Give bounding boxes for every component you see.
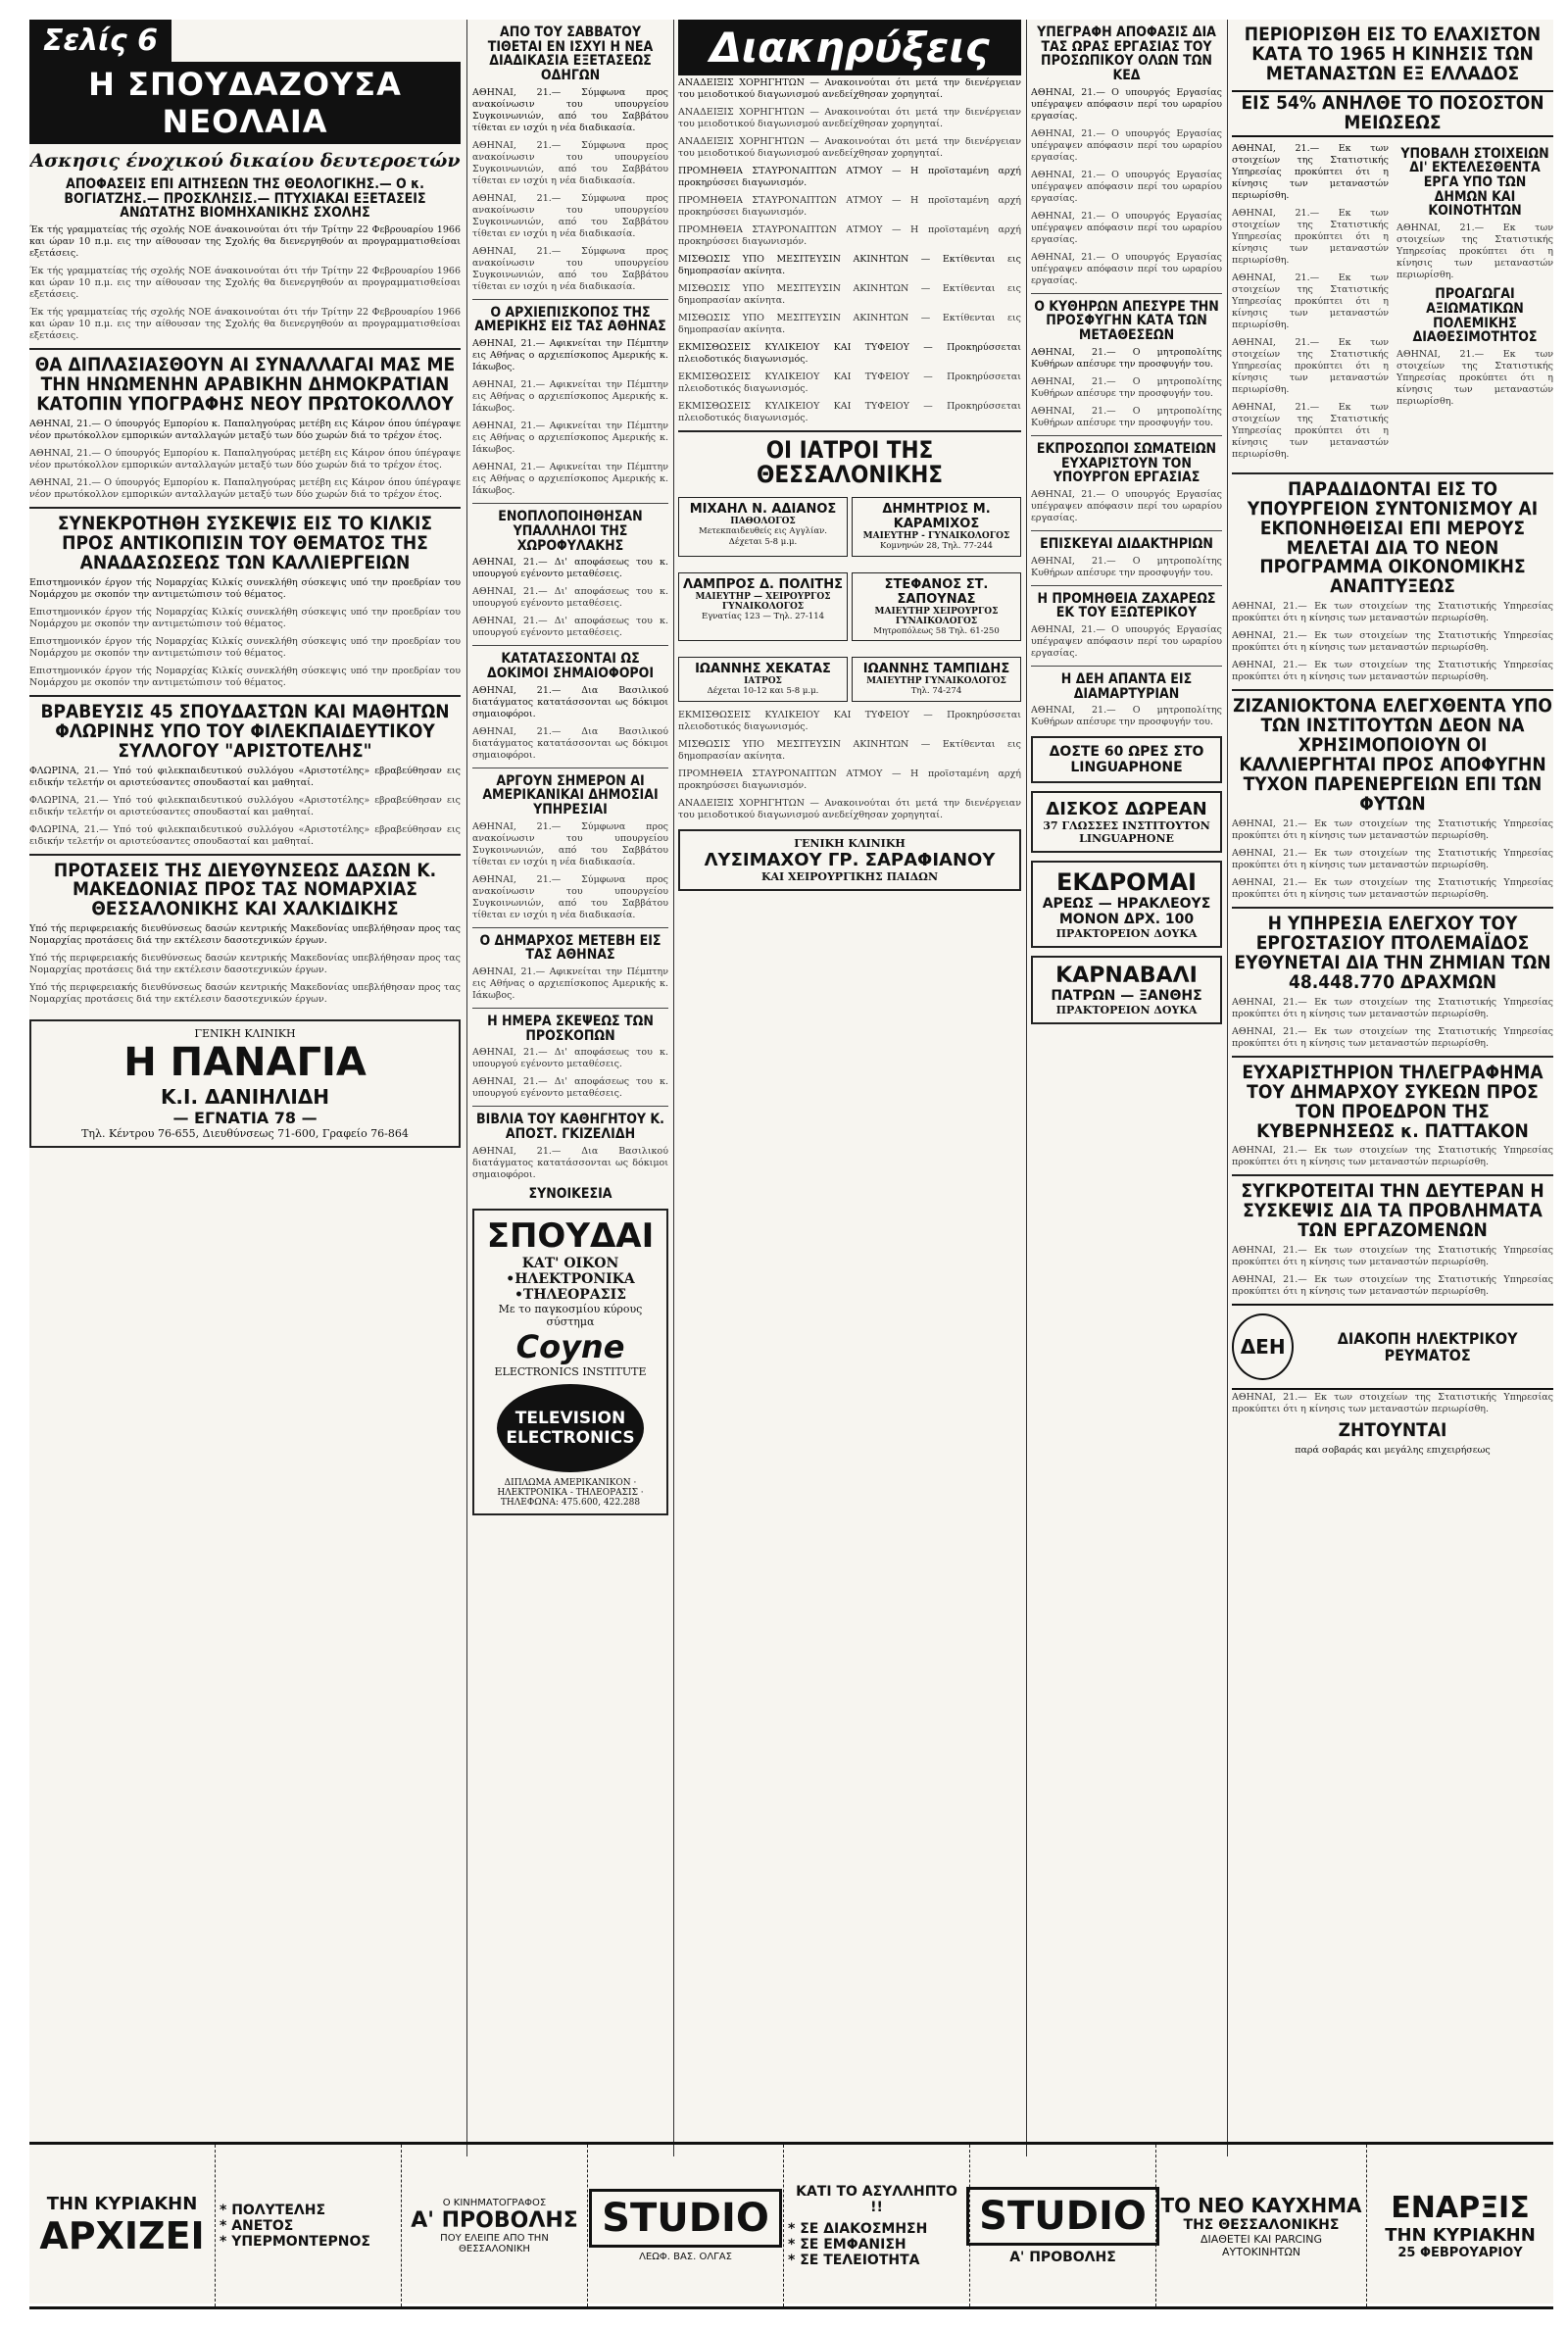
divider (472, 927, 668, 928)
power-cut-heading: ΔΙΑΚΟΠΗ ΗΛΕΚΤΡΙΚΟΥ ΡΕΥΜΑΤΟΣ (1337, 1329, 1518, 1365)
article-text: ΕΚΜΙΣΘΩΣΕΙΣ ΚΥΛΙΚΕΙΟΥ ΚΑΙ ΤΥΦΕΙΟΥ — Προκηρύσσεται πλειοδοτικός διαγωνισμός. (678, 342, 1021, 365)
youth-subtitle: Ασκησις ένοχικού δικαίου δευτεροετών (29, 150, 461, 172)
column-3 (678, 20, 1021, 899)
clinic-ad-name: Η ΠΑΝΑΓΙΑ (123, 1040, 367, 1086)
article-text: ΑΘΗΝΑΙ, 21.— Ο ύπουργός Εμπορίου κ. Παπαληγούρας μετέβη εις Κάιρον όπου ύπέγραψε νέον πρωτόκολλον εμπορικών ανταλλαγών μεταξύ των δύο χωρών διά το τρέχον έτος. (29, 418, 461, 441)
headline: ΖΙΖΑΝΙΟΚΤΟΝΑ ΕΛΕΓΧΘΕΝΤΑ ΥΠΟ ΤΩΝ ΙΝΣΤΙΤΟΥΤΩΝ ΔΕΟΝ ΝΑ ΧΡΗΣΙΜΟΠΟΙΟΥΝ ΟΙ ΚΑΛΛΙΕΡΓΗΤΑΙ ΠΡΟΣ ΑΠΟΦΥΓΗΝ ΤΥΧΟΝ ΠΑΡΕΝΕΡΓΕΙΩΝ ΕΠΙ ΤΩΝ ΦΥΤΩΝ (1233, 695, 1552, 815)
article-text: ΑΘΗΝΑΙ, 21.— Ο υπουργός Εργασίας υπέγραψεν απόφασιν περί του ωραρίου εργασίας. (1031, 169, 1222, 204)
studio-logo: STUDIO (589, 2189, 782, 2248)
clinic-ad-name: ΛΥΣΙΜΑΧΟΥ ΓΡ. ΣΑΡΑΦΙΑΝΟΥ (704, 849, 996, 870)
article-text: ΑΘΗΝΑΙ, 21.— Δι' αποφάσεως του κ. υπουργού εγένοντο μεταθέσεις. (472, 616, 668, 639)
doctor-name: ΙΩΑΝΝΗΣ ΤΑΜΠΙΔΗΣ (862, 662, 1010, 677)
column-rule (1227, 20, 1228, 2156)
article-text: ΠΡΟΜΗΘΕΙΑ ΣΤΑΥΡΟΝΑΠΤΩΝ ΑΤΜΟΥ — Η προϊσταμένη αρχή προκηρύσσει διαγωνισμόν. (678, 768, 1021, 791)
article-text: ΦΛΩΡΙΝΑ, 21.— Υπό τού φιλεκπαιδευτικού συλλόγου «Αριστοτέλης» εβραβεύθησαν εις ειδικήν τελετήν οι αριστεύσαντες σπουδασταί και μαθηταί. (29, 794, 461, 817)
divider (472, 1106, 668, 1107)
linguaphone-ad (1031, 736, 1222, 783)
article-text: Επιστημονικόν έργον τής Νομαρχίας Κιλκίς συνεκλήθη σύσκεψις υπό την προεδρίαν του Νομάρχου με σκοπόν την αντιμετώπισιν τού θέματος. (29, 635, 461, 659)
divider (1031, 435, 1222, 436)
article-text: ΦΛΩΡΙΝΑ, 21.— Υπό τού φιλεκπαιδευτικού συλλόγου «Αριστοτέλης» εβραβεύθησαν εις ειδικήν τελετήν οι αριστεύσαντες σπουδασταί και μαθηταί. (29, 765, 461, 788)
doctor-name: ΔΗΜΗΤΡΙΟΣ Μ. ΚΑΡΑΜΙΧΟΣ (882, 502, 991, 532)
text-column (1396, 141, 1553, 467)
headline: Ο ΔΗΜΑΡΧΟΣ ΜΕΤΕΒΗ ΕΙΣ ΤΑΣ ΑΘΗΝΑΣ (479, 932, 662, 964)
footer-ad-opening (29, 2145, 216, 2306)
divider (1031, 666, 1222, 667)
article-text: Επιστημονικόν έργον τής Νομαρχίας Κιλκίς συνεκλήθη σύσκεψις υπό την προεδρίαν του Νομάρχου με σκοπόν την αντιμετώπισιν τού θέματος. (29, 576, 461, 600)
headline: ΠΡΟΑΓΩΓΑΙ ΑΞΙΩΜΑΤΙΚΩΝ ΠΟΛΕΜΙΚΗΣ ΔΙΑΘΕΣΙΜΟΤΗΤΟΣ (1412, 286, 1538, 346)
article-text: ΑΘΗΝΑΙ, 21.— Σύμφωνα προς ανακοίνωσιν του υπουργείου Συγκοινωνιών, από του Σαββάτου τίθεται εν ισχύι η νέα διαδικασία. (472, 820, 668, 867)
divider (472, 645, 668, 646)
wanted-subtitle: παρά σοβαράς και μεγάλης επιχειρήσεως (1295, 1445, 1491, 1457)
doctor-specialty: ΜΑΙΕΥΤΗΡ — ΧΕΙΡΟΥΡΓΟΣ ΓΥΝΑΙΚΟΛΟΓΟΣ (695, 591, 831, 612)
headline: ΑΠΟ ΤΟΥ ΣΑΒΒΑΤΟΥ ΤΙΘΕΤΑΙ ΕΝ ΙΣΧΥΙ Η ΝΕΑ ΔΙΑΔΙΚΑΣΙΑ ΕΞΕΤΑΣΕΩΣ ΟΔΗΓΩΝ (487, 25, 654, 84)
article-text: ΑΘΗΝΑΙ, 21.— Εκ των στοιχείων της Στατιστικής Υπηρεσίας προκύπτει ότι η κίνησις των μεταναστών περιωρίσθη. (1396, 348, 1553, 407)
article-text: ΑΘΗΝΑΙ, 21.— Εκ των στοιχείων της Στατιστικής Υπηρεσίας προκύπτει ότι η κίνησις των μεταναστών περιωρίσθη. (1232, 142, 1389, 201)
divider (1031, 530, 1222, 531)
footer-bullet: * ΣΕ ΔΙΑΚΟΣΜΗΣΗ (788, 2220, 928, 2237)
footer-bullet: * ΣΕ ΕΜΦΑΝΙΣΗ (788, 2236, 906, 2253)
footer-ad-opening-date (1367, 2145, 1553, 2306)
column-rule (466, 20, 467, 2156)
footer-text: 25 ΦΕΒΡΟΥΑΡΙΟΥ (1397, 2246, 1523, 2260)
article-text: Έκ τής γραμματείας τής σχολής ΝΟΕ άνακοινούται ότι τήν Τρίτην 22 Φεβρουαρίου 1966 και ώραν 10 π.μ. εις την αίθουσαν της Σχολής θα διενεργηθούν αι προγραμματισθείσαι εξετάσεις. (29, 307, 461, 342)
article-text: ΑΘΗΝΑΙ, 21.— Ο υπουργός Εργασίας υπέγραψεν απόφασιν περί του ωραρίου εργασίας. (1031, 251, 1222, 286)
clinic-ad-title: ΓΕΝΙΚΗ ΚΛΙΝΙΚΗ (194, 1027, 296, 1041)
article-text: ΑΘΗΝΑΙ, 21.— Ο υπουργός Εργασίας υπέγραψεν απόφασιν περί του ωραρίου εργασίας. (1031, 127, 1222, 163)
tv-electronics-badge (497, 1384, 644, 1472)
article-text: ΑΘΗΝΑΙ, 21.— Ο ύπουργός Εμπορίου κ. Παπαληγούρας μετέβη εις Κάιρον όπου ύπέγραψε νέον πρωτόκολλον εμπορικών ανταλλαγών μεταξύ των δύο χωρών διά το τρέχον έτος. (29, 447, 461, 471)
article-text: Έκ τής γραμματείας τής σχολής ΝΟΕ άνακοινούται ότι τήν Τρίτην 22 Φεβρουαρίου 1966 και ώραν 10 π.μ. εις την αίθουσαν της Σχολής θα διενεργηθούν αι προγραμματισθείσαι εξετάσεις. (29, 266, 461, 301)
footer-ad-features-2 (784, 2145, 970, 2306)
headline: ΠΕΡΙΟΡΙΣΘΗ ΕΙΣ ΤΟ ΕΛΑΧΙΣΤΟΝ ΚΑΤΑ ΤΟ 1965 Η ΚΙΝΗΣΙΣ ΤΩΝ ΜΕΤΑΝΑΣΤΩΝ ΕΞ ΕΛΛΑΔΟΣ (1244, 24, 1542, 84)
ad-line: •ΤΗΛΕΟΡΑΣΙΣ (514, 1287, 627, 1304)
divider (472, 299, 668, 300)
headline: ΣΥΝΕΚΡΟΤΗΘΗ ΣΥΣΚΕΨΙΣ ΕΙΣ ΤΟ ΚΙΛΚΙΣ ΠΡΟΣ ΑΝΤΙΚΟΠΙΣΙΝ ΤΟΥ ΘΕΜΑΤΟΣ ΤΗΣ ΑΝΑΔΑΣΩΣΕΩΣ ΤΩΝ ΚΑΛΛΙΕΡΓΕΙΩΝ (57, 512, 433, 573)
two-column-body (1232, 141, 1553, 467)
article-text: ΑΘΗΝΑΙ, 21.— Δι' αποφάσεως του κ. υπουργού εγένοντο μεταθέσεις. (472, 586, 668, 610)
article-text: Υπό τής περιφερειακής διευθύνσεως δασών κεντρικής Μακεδονίας υπεβλήθησαν προς τας Νομαρχίας προτάσεις διά την εκτέλεσιν δασοτεχνικών έργων. (29, 923, 461, 947)
headline: ΥΠΟΒΑΛΗ ΣΤΟΙΧΕΙΩΝ ΔΙ' ΕΚΤΕΛΕΣΘΕΝΤΑ ΕΡΓΑ ΥΠΟ ΤΩΝ ΔΗΜΩΝ ΚΑΙ ΚΟΙΝΟΤΗΤΩΝ (1400, 145, 1549, 220)
headline: ΑΠΟΦΑΣΕΙΣ ΕΠΙ ΑΙΤΗΣΕΩΝ ΤΗΣ ΘΕΟΛΟΓΙΚΗΣ.— Ο κ. ΒΟΓΙΑΤΖΗΣ.— ΠΡΟΣΚΛΗΣΙΣ.— ΠΤΥΧΙΑΚΑΙ ΕΞΕΤΑΣΕΙΣ ΑΝΩΤΑΤΗΣ ΒΙΟΜΗΧΑΝΙΚΗΣ ΣΧΟΛΗΣ (64, 176, 426, 222)
ad-title: ΔΟΣΤΕ 60 ΩΡΕΣ ΣΤΟ LINGUAPHONE (1049, 744, 1204, 776)
headline: Η ΠΡΟΜΗΘΕΙΑ ΖΑΧΑΡΕΩΣ ΕΚ ΤΟΥ ΕΞΩΤΕΡΙΚΟΥ (1037, 590, 1216, 621)
article-text: ΑΘΗΝΑΙ, 21.— Εκ των στοιχείων της Στατιστικής Υπηρεσίας προκύπτει ότι η κίνησις των μεταναστών περιωρίσθη. (1232, 401, 1389, 460)
article-text: ΑΝΑΔΕΙΞΙΣ ΧΟΡΗΓΗΤΩΝ — Ανακοινούται ότι μετά την διενέργειαν του μειοδοτικού διαγωνισμού ανεδείχθησαν χορηγηταί. (678, 107, 1021, 129)
article-text: ΕΚΜΙΣΘΩΣΕΙΣ ΚΥΛΙΚΕΙΟΥ ΚΑΙ ΤΥΦΕΙΟΥ — Προκηρύσσεται πλειοδοτικός διαγωνισμός. (678, 709, 1021, 732)
ad-title: ΣΠΟΥΔΑΙ (486, 1216, 655, 1257)
article-text: ΑΘΗΝΑΙ, 21.— Αφικνείται την Πέμπτην εις Αθήνας ο αρχιεπίσκοπος Αμερικής κ. Ιάκωβος. (472, 966, 668, 1001)
divider (1031, 293, 1222, 294)
footer-text: ΤΗΝ ΚΥΡΙΑΚΗΝ (1385, 2225, 1536, 2246)
clinic-ad (29, 1019, 461, 1148)
footer-text: Α' ΠΡΟΒΟΛΗΣ (1009, 2249, 1116, 2265)
ad-price: ΜΟΝΟΝ ΔΡΧ. 100 (1058, 912, 1195, 928)
article-text: ΑΘΗΝΑΙ, 21.— Σύμφωνα προς ανακοίνωσιν του υπουργείου Συγκοινωνιών, από του Σαββάτου τίθεται εν ισχύι η νέα διαδικασία. (472, 86, 668, 133)
article-text: ΜΙΣΘΩΣΙΣ ΥΠΟ ΜΕΣΙΤΕΥΣΙΝ ΑΚΙΝΗΤΩΝ — Εκτίθενται εις δημοπρασίαν ακίνητα. (678, 313, 1021, 335)
article-text: Υπό τής περιφερειακής διευθύνσεως δασών κεντρικής Μακεδονίας υπεβλήθησαν προς τας Νομαρχίας προτάσεις διά την εκτέλεσιν δασοτεχνικών έργων. (29, 953, 461, 976)
article-text: ΑΘΗΝΑΙ, 21.— Αφικνείται την Πέμπτην εις Αθήνας ο αρχιεπίσκοπος Αμερικής κ. Ιάκωβος. (472, 462, 668, 497)
excursion-ad (1031, 861, 1222, 948)
footer-big-text: Α' ΠΡΟΒΟΛΗΣ (411, 2207, 578, 2233)
headline: ΕΚΠΡΟΣΩΠΟΙ ΣΩΜΑΤΕΙΩΝ ΕΥΧΑΡΙΣΤΟΥΝ ΤΟΝ ΥΠΟΥΡΓΟΝ ΕΡΓΑΣΙΑΣ (1036, 440, 1217, 486)
doctor-name: ΜΙΧΑΗΛ Ν. ΑΔΙΑΝΟΣ (689, 502, 837, 518)
footer-big-text: ΕΝΑΡΞΙΣ (1391, 2191, 1530, 2225)
divider (1232, 689, 1553, 691)
text-column (1232, 141, 1389, 467)
doctor-listing (678, 657, 848, 702)
article-text: ΑΘΗΝΑΙ, 21.— Δια Βασιλικού διατάγματος κατατάσσονται ως δόκιμοι σημαιοφόροι. (472, 1145, 668, 1180)
article-text: ΑΘΗΝΑΙ, 21.— Εκ των στοιχείων της Στατιστικής Υπηρεσίας προκύπτει ότι η κίνησις των μεταναστών περιωρίσθη. (1232, 847, 1553, 870)
footer-ad-features (216, 2145, 402, 2306)
article-text: ΕΚΜΙΣΘΩΣΕΙΣ ΚΥΛΙΚΕΙΟΥ ΚΑΙ ΤΥΦΕΙΟΥ — Προκηρύσσεται πλειοδοτικός διαγωνισμός. (678, 401, 1021, 423)
newspaper-page (29, 20, 1553, 2303)
footer-bullet: * ΑΝΕΤΟΣ (220, 2217, 294, 2234)
doctor-name: ΛΑΜΠΡΟΣ Δ. ΠΟΛΙΤΗΣ (683, 576, 843, 592)
article-text: ΑΘΗΝΑΙ, 21.— Εκ των στοιχείων της Στατιστικής Υπηρεσίας προκύπτει ότι η κίνησις των μεταναστών περιωρίσθη. (1232, 630, 1553, 654)
ad-bottom-text: ΔΙΠΛΩΜΑ ΑΜΕΡΙΚΑΝΙΚΟΝ · ΗΛΕΚΤΡΟΝΙΚΑ - ΤΗΛΕΟΡΑΣΙΣ · ΤΗΛΕΦΩΝΑ: 475.600, 422.288 (497, 1478, 644, 1509)
article-text: ΑΘΗΝΑΙ, 21.— Σύμφωνα προς ανακοίνωσιν του υπουργείου Συγκοινωνιών, από του Σαββάτου τίθεται εν ισχύι η νέα διαδικασία. (472, 139, 668, 186)
clinic-ad-title: ΓΕΝΙΚΗ ΚΛΙΝΙΚΗ (794, 836, 906, 850)
article-text: ΑΘΗΝΑΙ, 21.— Ο μητροπολίτης Κυθήρων απέσυρε την προσφυγήν του. (1031, 555, 1222, 578)
ad-brand-sub: ELECTRONICS INSTITUTE (494, 1365, 647, 1379)
article-text: ΑΘΗΝΑΙ, 21.— Αφικνείται την Πέμπτην εις Αθήνας ο αρχιεπίσκοπος Αμερικής κ. Ιάκωβος. (472, 421, 668, 456)
column-2 (472, 20, 668, 1523)
divider (1232, 472, 1553, 474)
article-text: ΑΘΗΝΑΙ, 21.— Εκ των στοιχείων της Στατιστικής Υπηρεσίας προκύπτει ότι η κίνησις των μεταναστών περιωρίσθη. (1232, 601, 1553, 624)
doctor-specialty: ΜΑΙΕΥΤΗΡ ΓΥΝΑΙΚΟΛΟΓΟΣ (866, 676, 1006, 687)
headline: ΕΠΙΣΚΕΥΑΙ ΔΙΔΑΚΤΗΡΙΩΝ (1040, 535, 1213, 552)
article-text: ΑΘΗΝΑΙ, 21.— Αφικνείται την Πέμπτην εις Αθήνας ο αρχιεπίσκοπος Αμερικής κ. Ιάκωβος. (472, 338, 668, 373)
tv-badge-line: ELECTRONICS (506, 1428, 635, 1449)
doctor-details: Κομνηνών 28, Τηλ. 77-244 (880, 541, 993, 552)
article-text: ΑΘΗΝΑΙ, 21.— Αφικνείται την Πέμπτην εις Αθήνας ο αρχιεπίσκοπος Αμερικής κ. Ιάκωβος. (472, 379, 668, 415)
article-text: Επιστημονικόν έργον τής Νομαρχίας Κιλκίς συνεκλήθη σύσκεψις υπό την προεδρίαν του Νομάρχου με σκοπόν την αντιμετώπισιν τού θέματος. (29, 665, 461, 688)
ad-subtitle: ΠΑΤΡΩΝ — ΞΑΝΘΗΣ (1051, 988, 1202, 1005)
article-text: ΑΘΗΝΑΙ, 21.— Εκ των στοιχείων της Στατιστικής Υπηρεσίας προκύπτει ότι η κίνησις των μεταναστών περιωρίσθη. (1232, 336, 1389, 395)
article-text: ΜΙΣΘΩΣΙΣ ΥΠΟ ΜΕΣΙΤΕΥΣΙΝ ΑΚΙΝΗΤΩΝ — Εκτίθενται εις δημοπρασίαν ακίνητα. (678, 254, 1021, 276)
headline: ΕΝΟΠΛΟΠΟΙΗΘΗΣΑΝ ΥΠΑΛΛΗΛΟΙ ΤΗΣ ΧΩΡΟΦΥΛΑΚΗΣ (498, 509, 643, 554)
doctor-specialty: ΜΑΙΕΥΤΗΡ ΧΕΙΡΟΥΡΓΟΣ ΓΥΝΑΙΚΟΛΟΓΟΣ (874, 606, 999, 626)
page-label: Σελίς 6 (29, 20, 172, 62)
article-text: ΑΘΗΝΑΙ, 21.— Εκ των στοιχείων της Στατιστικής Υπηρεσίας προκύπτει ότι η κίνησις των μεταναστών περιωρίσθη. (1232, 1392, 1553, 1415)
doctor-details: Μετεκπαιδευθείς εις Αγγλίαν. Δέχεται 5-8 μ.μ. (698, 526, 827, 547)
ad-subtitle: ΑΡΕΩΣ — ΗΡΑΚΛΕΟΥΣ (1042, 896, 1211, 913)
divider (1031, 585, 1222, 586)
divider (1232, 1174, 1553, 1176)
footer-bullet: * ΥΠΕΡΜΟΝΤΕΡΝΟΣ (220, 2233, 370, 2250)
ad-agency: ΠΡΑΚΤΟΡΕΙΟΝ ΔΟΥΚΑ (1055, 927, 1198, 941)
article-text: ΠΡΟΜΗΘΕΙΑ ΣΤΑΥΡΟΝΑΠΤΩΝ ΑΤΜΟΥ — Η προϊσταμένη αρχή προκηρύσσει διαγωνισμόν. (678, 195, 1021, 218)
footer-big-text: ΑΡΧΙΖΕΙ (39, 2214, 205, 2257)
divider (472, 1008, 668, 1009)
clinic-ad-phone: Τηλ. Κέντρου 76-655, Διευθύνσεως 71-600, Γραφείο 76-864 (81, 1127, 409, 1141)
article-text: ΑΘΗΝΑΙ, 21.— Ο μητροπολίτης Κυθήρων απέσυρε την προσφυγήν του. (1031, 705, 1222, 728)
article-text: ΑΘΗΝΑΙ, 21.— Ο υπουργός Εργασίας υπέγραψεν απόφασιν περί του ωραρίου εργασίας. (1031, 623, 1222, 659)
article-text: ΑΘΗΝΑΙ, 21.— Ο μητροπολίτης Κυθήρων απέσυρε την προσφυγήν του. (1031, 375, 1222, 399)
divider (29, 854, 461, 856)
doctor-listing (852, 572, 1021, 642)
article-text: ΑΘΗΝΑΙ, 21.— Δια Βασιλικού διατάγματος κατατάσσονται ως δόκιμοι σημαιοφόροι. (472, 725, 668, 761)
headline-sub: ΕΙΣ 54% ΑΝΗΛΘΕ ΤΟ ΠΟΣΟΣΤΟΝ ΜΕΙΩΣΕΩΣ (1232, 90, 1553, 137)
article-text: ΠΡΟΜΗΘΕΙΑ ΣΤΑΥΡΟΝΑΠΤΩΝ ΑΤΜΟΥ — Η προϊσταμένη αρχή προκηρύσσει διαγωνισμόν. (678, 224, 1021, 247)
footer-text: ΠΟΥ ΕΛΕΙΠΕ ΑΠΟ ΤΗΝ ΘΕΣΣΑΛΟΝΙΚΗ (440, 2232, 549, 2254)
article-text: ΑΘΗΝΑΙ, 21.— Ο υπουργός Εργασίας υπέγραψεν απόφασιν περί του ωραρίου εργασίας. (1031, 210, 1222, 245)
divider (29, 695, 461, 697)
article-text: ΑΘΗΝΑΙ, 21.— Σύμφωνα προς ανακοίνωσιν του υπουργείου Συγκοινωνιών, από του Σαββάτου τίθεται εν ισχύι η νέα διαδικασία. (472, 192, 668, 239)
headline: ΒΙΒΛΙΑ ΤΟΥ ΚΑΘΗΓΗΤΟΥ Κ. ΑΠΟΣΤ. ΓΚΙΖΕΛΙΔΗ (476, 1112, 664, 1143)
article-text: ΜΙΣΘΩΣΙΣ ΥΠΟ ΜΕΣΙΤΕΥΣΙΝ ΑΚΙΝΗΤΩΝ — Εκτίθενται εις δημοπρασίαν ακίνητα. (678, 283, 1021, 306)
electronics-course-ad (472, 1209, 668, 1515)
ad-line: ΚΑΤ' ΟΙΚΟΝ (521, 1256, 619, 1272)
article-text: ΑΘΗΝΑΙ, 21.— Εκ των στοιχείων της Στατιστικής Υπηρεσίας προκύπτει ότι η κίνησις των μεταναστών περιωρίσθη. (1232, 996, 1553, 1019)
doctor-directory (678, 491, 1021, 708)
article-text: ΠΡΟΜΗΘΕΙΑ ΣΤΑΥΡΟΝΑΠΤΩΝ ΑΤΜΟΥ — Η προϊσταμένη αρχή προκηρύσσει διαγωνισμόν. (678, 166, 1021, 188)
footer-ad-pride (1156, 2145, 1367, 2306)
article-text: Έκ τής γραμματείας τής σχολής ΝΟΕ άνακοινούται ότι τήν Τρίτην 22 Φεβρουαρίου 1966 και ώραν 10 π.μ. εις την αίθουσαν της Σχολής θα διενεργηθούν αι προγραμματισθείσαι εξετάσεις. (29, 224, 461, 260)
footer-text: ΤΗΣ ΘΕΣΣΑΛΟΝΙΚΗΣ (1183, 2216, 1340, 2233)
clinic-ad-subtitle: ΚΑΙ ΧΕΙΡΟΥΡΓΙΚΗΣ ΠΑΙΔΩΝ (760, 869, 939, 883)
ad-text: 37 ΓΛΩΣΣΕΣ ΙΝΣΤΙΤΟΥΤΟΝ LINGUAPHONE (1043, 819, 1210, 846)
headline: ΣΥΓΚΡΟΤΕΙΤΑΙ ΤΗΝ ΔΕΥΤΕΡΑΝ Η ΣΥΣΚΕΨΙΣ ΔΙΑ ΤΑ ΠΡΟΒΛΗΜΑΤΑ ΤΩΝ ΕΡΓΑΖΟΜΕΝΩΝ (1241, 1180, 1544, 1242)
headline: ΥΠΕΓΡΑΦΗ ΑΠΟΦΑΣΙΣ ΔΙΑ ΤΑΣ ΩΡΑΣ ΕΡΓΑΣΙΑΣ ΤΟΥ ΠΡΟΣΩΠΙΚΟΥ ΟΛΩΝ ΤΩΝ ΚΕΔ (1037, 25, 1216, 84)
article-text: ΦΛΩΡΙΝΑ, 21.— Υπό τού φιλεκπαιδευτικού συλλόγου «Αριστοτέλης» εβραβεύθησαν εις ειδικήν τελετήν οι αριστεύσαντες σπουδασταί και μαθηταί. (29, 823, 461, 847)
ad-agency: ΠΡΑΚΤΟΡΕΙΟΝ ΔΟΥΚΑ (1055, 1004, 1198, 1017)
headline: Ο ΚΥΘΗΡΩΝ ΑΠΕΣΥΡΕ ΤΗΝ ΠΡΟΣΦΥΓΗΝ ΚΑΤΑ ΤΩΝ ΜΕΤΑΘΕΣΕΩΝ (1034, 298, 1219, 344)
wanted-heading: ΖΗΤΟΥΝΤΑΙ (1338, 1419, 1447, 1442)
article-text: ΑΘΗΝΑΙ, 21.— Δι' αποφάσεως του κ. υπουργού εγένοντο μεταθέσεις. (472, 557, 668, 580)
article-text: ΑΘΗΝΑΙ, 21.— Εκ των στοιχείων της Στατιστικής Υπηρεσίας προκύπτει ότι η κίνησις των μεταναστών περιωρίσθη. (1232, 1245, 1553, 1268)
clinic-ad-address: — ΕΓΝΑΤΙΑ 78 — (172, 1109, 318, 1128)
doctor-details: Μητροπόλεως 58 Τηλ. 61-250 (873, 625, 1000, 636)
headline: Η ΔΕΗ ΑΠΑΝΤΑ ΕΙΣ ΔΙΑΜΑΡΤΥΡΙΑΝ (1060, 670, 1193, 702)
footer-text: ΤΟ ΝΕΟ ΚΑΥΧΗΜΑ (1160, 2193, 1362, 2217)
headline: Η ΥΠΗΡΕΣΙΑ ΕΛΕΓΧΟΥ ΤΟΥ ΕΡΓΟΣΤΑΣΙΟΥ ΠΤΟΛΕΜΑΪΔΟΣ ΕΥΘΥΝΕΤΑΙ ΔΙΑ ΤΗΝ ΖΗΜΙΑΝ ΤΩΝ 48.448.770 ΔΡΑΧΜΩΝ (1234, 912, 1551, 993)
article-text: ΑΘΗΝΑΙ, 21.— Δι' αποφάσεως του κ. υπουργού εγένοντο μεταθέσεις. (472, 1047, 668, 1070)
article-text: ΑΘΗΝΑΙ, 21.— Σύμφωνα προς ανακοίνωσιν του υπουργείου Συγκοινωνιών, από του Σαββάτου τίθεται εν ισχύι η νέα διαδικασία. (472, 245, 668, 292)
article-text: ΑΝΑΔΕΙΞΙΣ ΧΟΡΗΓΗΤΩΝ — Ανακοινούται ότι μετά την διενέργειαν του μειοδοτικού διαγωνισμού ανεδείχθησαν χορηγηταί. (678, 136, 1021, 159)
ad-brand: Coyne (515, 1328, 625, 1366)
footer-text: ΚΑΤΙ ΤΟ ΑΣΥΛΛΗΠΤΟ !! (796, 2183, 957, 2215)
footer-bullet: * ΠΟΛΥΤΕΛΗΣ (220, 2202, 326, 2218)
headline: ΣΥΝΟΙΚΕΣΙΑ (528, 1185, 612, 1202)
doctor-name: ΣΤΕΦΑΝΟΣ ΣΤ. ΣΑΠΟΥΝΑΣ (884, 576, 989, 607)
doctor-specialty: ΠΑΘΟΛΟΓΟΣ (730, 517, 796, 527)
footer-ad-studio-2 (970, 2145, 1156, 2306)
doctor-listing (678, 572, 848, 642)
doctor-details: Εγνατίας 123 — Τηλ. 27-114 (701, 611, 825, 621)
article-text: ΑΘΗΝΑΙ, 21.— Ο ύπουργός Εμπορίου κ. Παπαληγούρας μετέβη εις Κάιρον όπου ύπέγραψε νέον πρωτόκολλον εμπορικών ανταλλαγών μεταξύ των δύο χωρών διά το τρέχον έτος. (29, 476, 461, 500)
section-banner-tenders: Διακηρύξεις (678, 20, 1021, 75)
doctor-listing (852, 497, 1021, 557)
divider (1232, 1056, 1553, 1058)
article-text: ΑΘΗΝΑΙ, 21.— Ο μητροπολίτης Κυθήρων απέσυρε την προσφυγήν του. (1031, 346, 1222, 370)
linguaphone-record-ad (1031, 791, 1222, 853)
article-text: ΕΚΜΙΣΘΩΣΕΙΣ ΚΥΛΙΚΕΙΟΥ ΚΑΙ ΤΥΦΕΙΟΥ — Προκηρύσσεται πλειοδοτικός διαγωνισμός. (678, 371, 1021, 394)
doctor-details: Δέχεται 10-12 και 5-8 μ.μ. (707, 686, 819, 697)
article-text: ΑΘΗΝΑΙ, 21.— Εκ των στοιχείων της Στατιστικής Υπηρεσίας προκύπτει ότι η κίνησις των μεταναστών περιωρίσθη. (1232, 876, 1553, 900)
column-rule (1026, 20, 1027, 2156)
article-text: ΑΘΗΝΑΙ, 21.— Δια Βασιλικού διατάγματος κατατάσσονται ως δόκιμοι σημαιοφόροι. (472, 684, 668, 719)
article-text: ΑΘΗΝΑΙ, 21.— Εκ των στοιχείων της Στατιστικής Υπηρεσίας προκύπτει ότι η κίνησις των μεταναστών περιωρίσθη. (1232, 207, 1389, 266)
divider (472, 503, 668, 504)
clinic-ad-owner: Κ.Ι. ΔΑΝΙΗΛΙΔΗ (160, 1085, 330, 1110)
column-5 (1232, 20, 1553, 1462)
ad-title: ΔΙΣΚΟΣ ΔΩΡΕΑΝ (1046, 799, 1207, 820)
article-text: ΑΘΗΝΑΙ, 21.— Εκ των στοιχείων της Στατιστικής Υπηρεσίας προκύπτει ότι η κίνησις των μεταναστών περιωρίσθη. (1396, 223, 1553, 281)
ad-line: Με το παγκοσμίου κύρους σύστημα (498, 1303, 643, 1329)
headline: ΒΡΑΒΕΥΣΙΣ 45 ΣΠΟΥΔΑΣΤΩΝ ΚΑΙ ΜΑΘΗΤΩΝ ΦΛΩΡΙΝΗΣ ΥΠΟ ΤΟΥ ΦΙΛΕΚΠΑΙΔΕΥΤΙΚΟΥ ΣΥΛΛΟΓΟΥ "ΑΡΙΣΤΟΤΕΛΗΣ" (40, 700, 450, 762)
footer-ad-studio (588, 2145, 784, 2306)
divider (678, 430, 1021, 432)
footer-text: ΔΙΑΘΕΤΕΙ ΚΑΙ PARCING ΑΥΤΟΚΙΝΗΤΩΝ (1200, 2232, 1323, 2258)
children-clinic-ad (678, 829, 1021, 891)
headline: Ο ΑΡΧΙΕΠΙΣΚΟΠΟΣ ΤΗΣ ΑΜΕΡΙΚΗΣ ΕΙΣ ΤΑΣ ΑΘΗΝΑΣ (474, 304, 666, 335)
doctor-specialty: ΙΑΤΡΟΣ (744, 676, 782, 687)
column-1 (29, 20, 461, 1156)
column-4 (1031, 20, 1222, 1032)
tv-badge-line: TELEVISION (514, 1409, 626, 1429)
footer-text: ΤΗΝ ΚΥΡΙΑΚΗΝ (46, 2194, 198, 2214)
footer-bullet: * ΣΕ ΤΕΛΕΙΟΤΗΤΑ (788, 2252, 920, 2268)
doctor-details: Τηλ. 74-274 (910, 686, 962, 697)
headline: ΑΡΓΟΥΝ ΣΗΜΕΡΟΝ ΑΙ ΑΜΕΡΙΚΑΝΙΚΑΙ ΔΗΜΟΣΙΑΙ ΥΠΗΡΕΣΙΑΙ (482, 772, 659, 817)
carnival-ad (1031, 956, 1222, 1024)
article-text: ΑΘΗΝΑΙ, 21.— Εκ των στοιχείων της Στατιστικής Υπηρεσίας προκύπτει ότι η κίνησις των μεταναστών περιωρίσθη. (1232, 1145, 1553, 1168)
doctor-specialty: ΜΑΙΕΥΤΗΡ - ΓΥΝΑΙΚΟΛΟΓΟΣ (862, 531, 1010, 542)
headline: ΠΑΡΑΔΙΔΟΝΤΑΙ ΕΙΣ ΤΟ ΥΠΟΥΡΓΕΙΟΝ ΣΥΝΤΟΝΙΣΜΟΥ ΑΙ ΕΚΠΟΝΗΘΕΙΣΑΙ ΕΠΙ ΜΕΡΟΥΣ ΜΕΛΕΤΑΙ ΔΙΑ ΤΟ ΝΕΟΝ ΠΡΟΓΡΑΜΜΑ ΟΙΚΟΝΟΜΙΚΗΣ ΑΝΑΠΤΥΞΕΩΣ (1247, 477, 1539, 598)
doctor-listing (852, 657, 1021, 702)
headline: ΚΑΤΑΤΑΣΣΟΝΤΑΙ ΩΣ ΔΟΚΙΜΟΙ ΣΗΜΑΙΟΦΟΡΟΙ (486, 651, 655, 681)
article-text: ΑΘΗΝΑΙ, 21.— Εκ των στοιχείων της Στατιστικής Υπηρεσίας προκύπτει ότι η κίνησις των μεταναστών περιωρίσθη. (1232, 817, 1553, 841)
doctors-heading: ΟΙ ΙΑΤΡΟΙ ΤΗΣ ΘΕΣΣΑΛΟΝΙΚΗΣ (756, 436, 944, 489)
article-text: ΑΘΗΝΑΙ, 21.— Εκ των στοιχείων της Στατιστικής Υπηρεσίας προκύπτει ότι η κίνησις των μεταναστών περιωρίσθη. (1232, 660, 1553, 683)
divider (29, 348, 461, 350)
doctor-name: ΙΩΑΝΝΗΣ ΧΕΚΑΤΑΣ (695, 662, 831, 677)
footer-ad-cinema (402, 2145, 588, 2306)
article-text: ΑΝΑΔΕΙΞΙΣ ΧΟΡΗΓΗΤΩΝ — Ανακοινούται ότι μετά την διενέργειαν του μειοδοτικού διαγωνισμού ανεδείχθησαν χορηγηταί. (678, 797, 1021, 820)
section-banner-youth: Η ΣΠΟΥΔΑΖΟΥΣΑ ΝΕΟΛΑΙΑ (29, 62, 461, 144)
ad-title: ΕΚΔΡΟΜΑΙ (1056, 868, 1197, 897)
studio-logo: STUDIO (966, 2187, 1159, 2246)
article-text: Επιστημονικόν έργον τής Νομαρχίας Κιλκίς συνεκλήθη σύσκεψις υπό την προεδρίαν του Νομάρχου με σκοπόν την αντιμετώπισιν τού θέματος. (29, 606, 461, 629)
ad-line: •ΗΛΕΚΤΡΟΝΙΚΑ (506, 1271, 635, 1288)
article-text: ΑΘΗΝΑΙ, 21.— Εκ των στοιχείων της Στατιστικής Υπηρεσίας προκύπτει ότι η κίνησις των μεταναστών περιωρίσθη. (1232, 1025, 1553, 1049)
footer-text: ΛΕΩΦ. ΒΑΣ. ΟΛΓΑΣ (639, 2252, 732, 2262)
headline: ΠΡΟΤΑΣΕΙΣ ΤΗΣ ΔΙΕΥΘΥΝΣΕΩΣ ΔΑΣΩΝ Κ. ΜΑΚΕΔΟΝΙΑΣ ΠΡΟΣ ΤΑΣ ΝΟΜΑΡΧΙΑΣ ΘΕΣΣΑΛΟΝΙΚΗΣ ΚΑΙ ΧΑΛΚΙΔΙΚΗΣ (53, 859, 437, 920)
article-text: ΑΘΗΝΑΙ, 21.— Εκ των στοιχείων της Στατιστικής Υπηρεσίας προκύπτει ότι η κίνησις των μεταναστών περιωρίσθη. (1232, 1274, 1553, 1298)
footer-text: Ο ΚΙΝΗΜΑΤΟΓΡΑΦΟΣ (442, 2197, 547, 2208)
article-text: Υπό τής περιφερειακής διευθύνσεως δασών κεντρικής Μακεδονίας υπεβλήθησαν προς τας Νομαρχίας προτάσεις διά την εκτέλεσιν δασοτεχνικών έργων. (29, 982, 461, 1006)
article-text: ΑΘΗΝΑΙ, 21.— Ο μητροπολίτης Κυθήρων απέσυρε την προσφυγήν του. (1031, 405, 1222, 428)
power-cut-notice (1232, 1304, 1553, 1390)
headline: ΘΑ ΔΙΠΛΑΣΙΑΣΘΟΥΝ ΑΙ ΣΥΝΑΛΛΑΓΑΙ ΜΑΣ ΜΕ ΤΗΝ ΗΝΩΜΕΝΗΝ ΑΡΑΒΙΚΗΝ ΔΗΜΟΚΡΑΤΙΑΝ ΚΑΤΟΠΙΝ ΥΠΟΓΡΑΦΗΣ ΝΕΟΥ ΠΡΩΤΟΚΟΛΛΟΥ (34, 354, 456, 415)
divider (29, 507, 461, 509)
article-text: ΜΙΣΘΩΣΙΣ ΥΠΟ ΜΕΣΙΤΕΥΣΙΝ ΑΚΙΝΗΤΩΝ — Εκτίθενται εις δημοπρασίαν ακίνητα. (678, 738, 1021, 762)
headline: Η ΗΜΕΡΑ ΣΚΕΨΕΩΣ ΤΩΝ ΠΡΟΣΚΟΠΩΝ (487, 1014, 654, 1044)
article-text: ΑΘΗΝΑΙ, 21.— Δι' αποφάσεως του κ. υπουργού εγένοντο μεταθέσεις. (472, 1076, 668, 1100)
footer-ad-strip (29, 2142, 1553, 2309)
article-text: ΑΘΗΝΑΙ, 21.— Ο υπουργός Εργασίας υπέγραψεν απόφασιν περί του ωραρίου εργασίας. (1031, 86, 1222, 122)
headline: ΕΥΧΑΡΙΣΤΗΡΙΟΝ ΤΗΛΕΓΡΑΦΗΜΑ ΤΟΥ ΔΗΜΑΡΧΟΥ ΣΥΚΕΩΝ ΠΡΟΣ ΤΟΝ ΠΡΟΕΔΡΟΝ ΤΗΣ ΚΥΒΕΡΝΗΣΕΩΣ κ. ΠΑΤΤΑΚΟΝ (1242, 1061, 1544, 1142)
article-text: ΑΘΗΝΑΙ, 21.— Σύμφωνα προς ανακοίνωσιν του υπουργείου Συγκοινωνιών, από του Σαββάτου τίθεται εν ισχύι η νέα διαδικασία. (472, 873, 668, 920)
column-rule (673, 20, 674, 2156)
divider (1232, 907, 1553, 909)
article-text: ΑΝΑΔΕΙΞΙΣ ΧΟΡΗΓΗΤΩΝ — Ανακοινούται ότι μετά την διενέργειαν του μειοδοτικού διαγωνισμού ανεδείχθησαν χορηγηταί. (678, 77, 1021, 100)
article-text: ΑΘΗΝΑΙ, 21.— Εκ των στοιχείων της Στατιστικής Υπηρεσίας προκύπτει ότι η κίνησις των μεταναστών περιωρίσθη. (1232, 272, 1389, 330)
doctor-listing (678, 497, 848, 557)
power-company-logo: ΔΕΗ (1232, 1313, 1294, 1380)
ad-title: ΚΑΡΝΑΒΑΛΙ (1055, 964, 1198, 989)
article-text: ΑΘΗΝΑΙ, 21.— Ο υπουργός Εργασίας υπέγραψεν απόφασιν περί του ωραρίου εργασίας. (1031, 488, 1222, 523)
